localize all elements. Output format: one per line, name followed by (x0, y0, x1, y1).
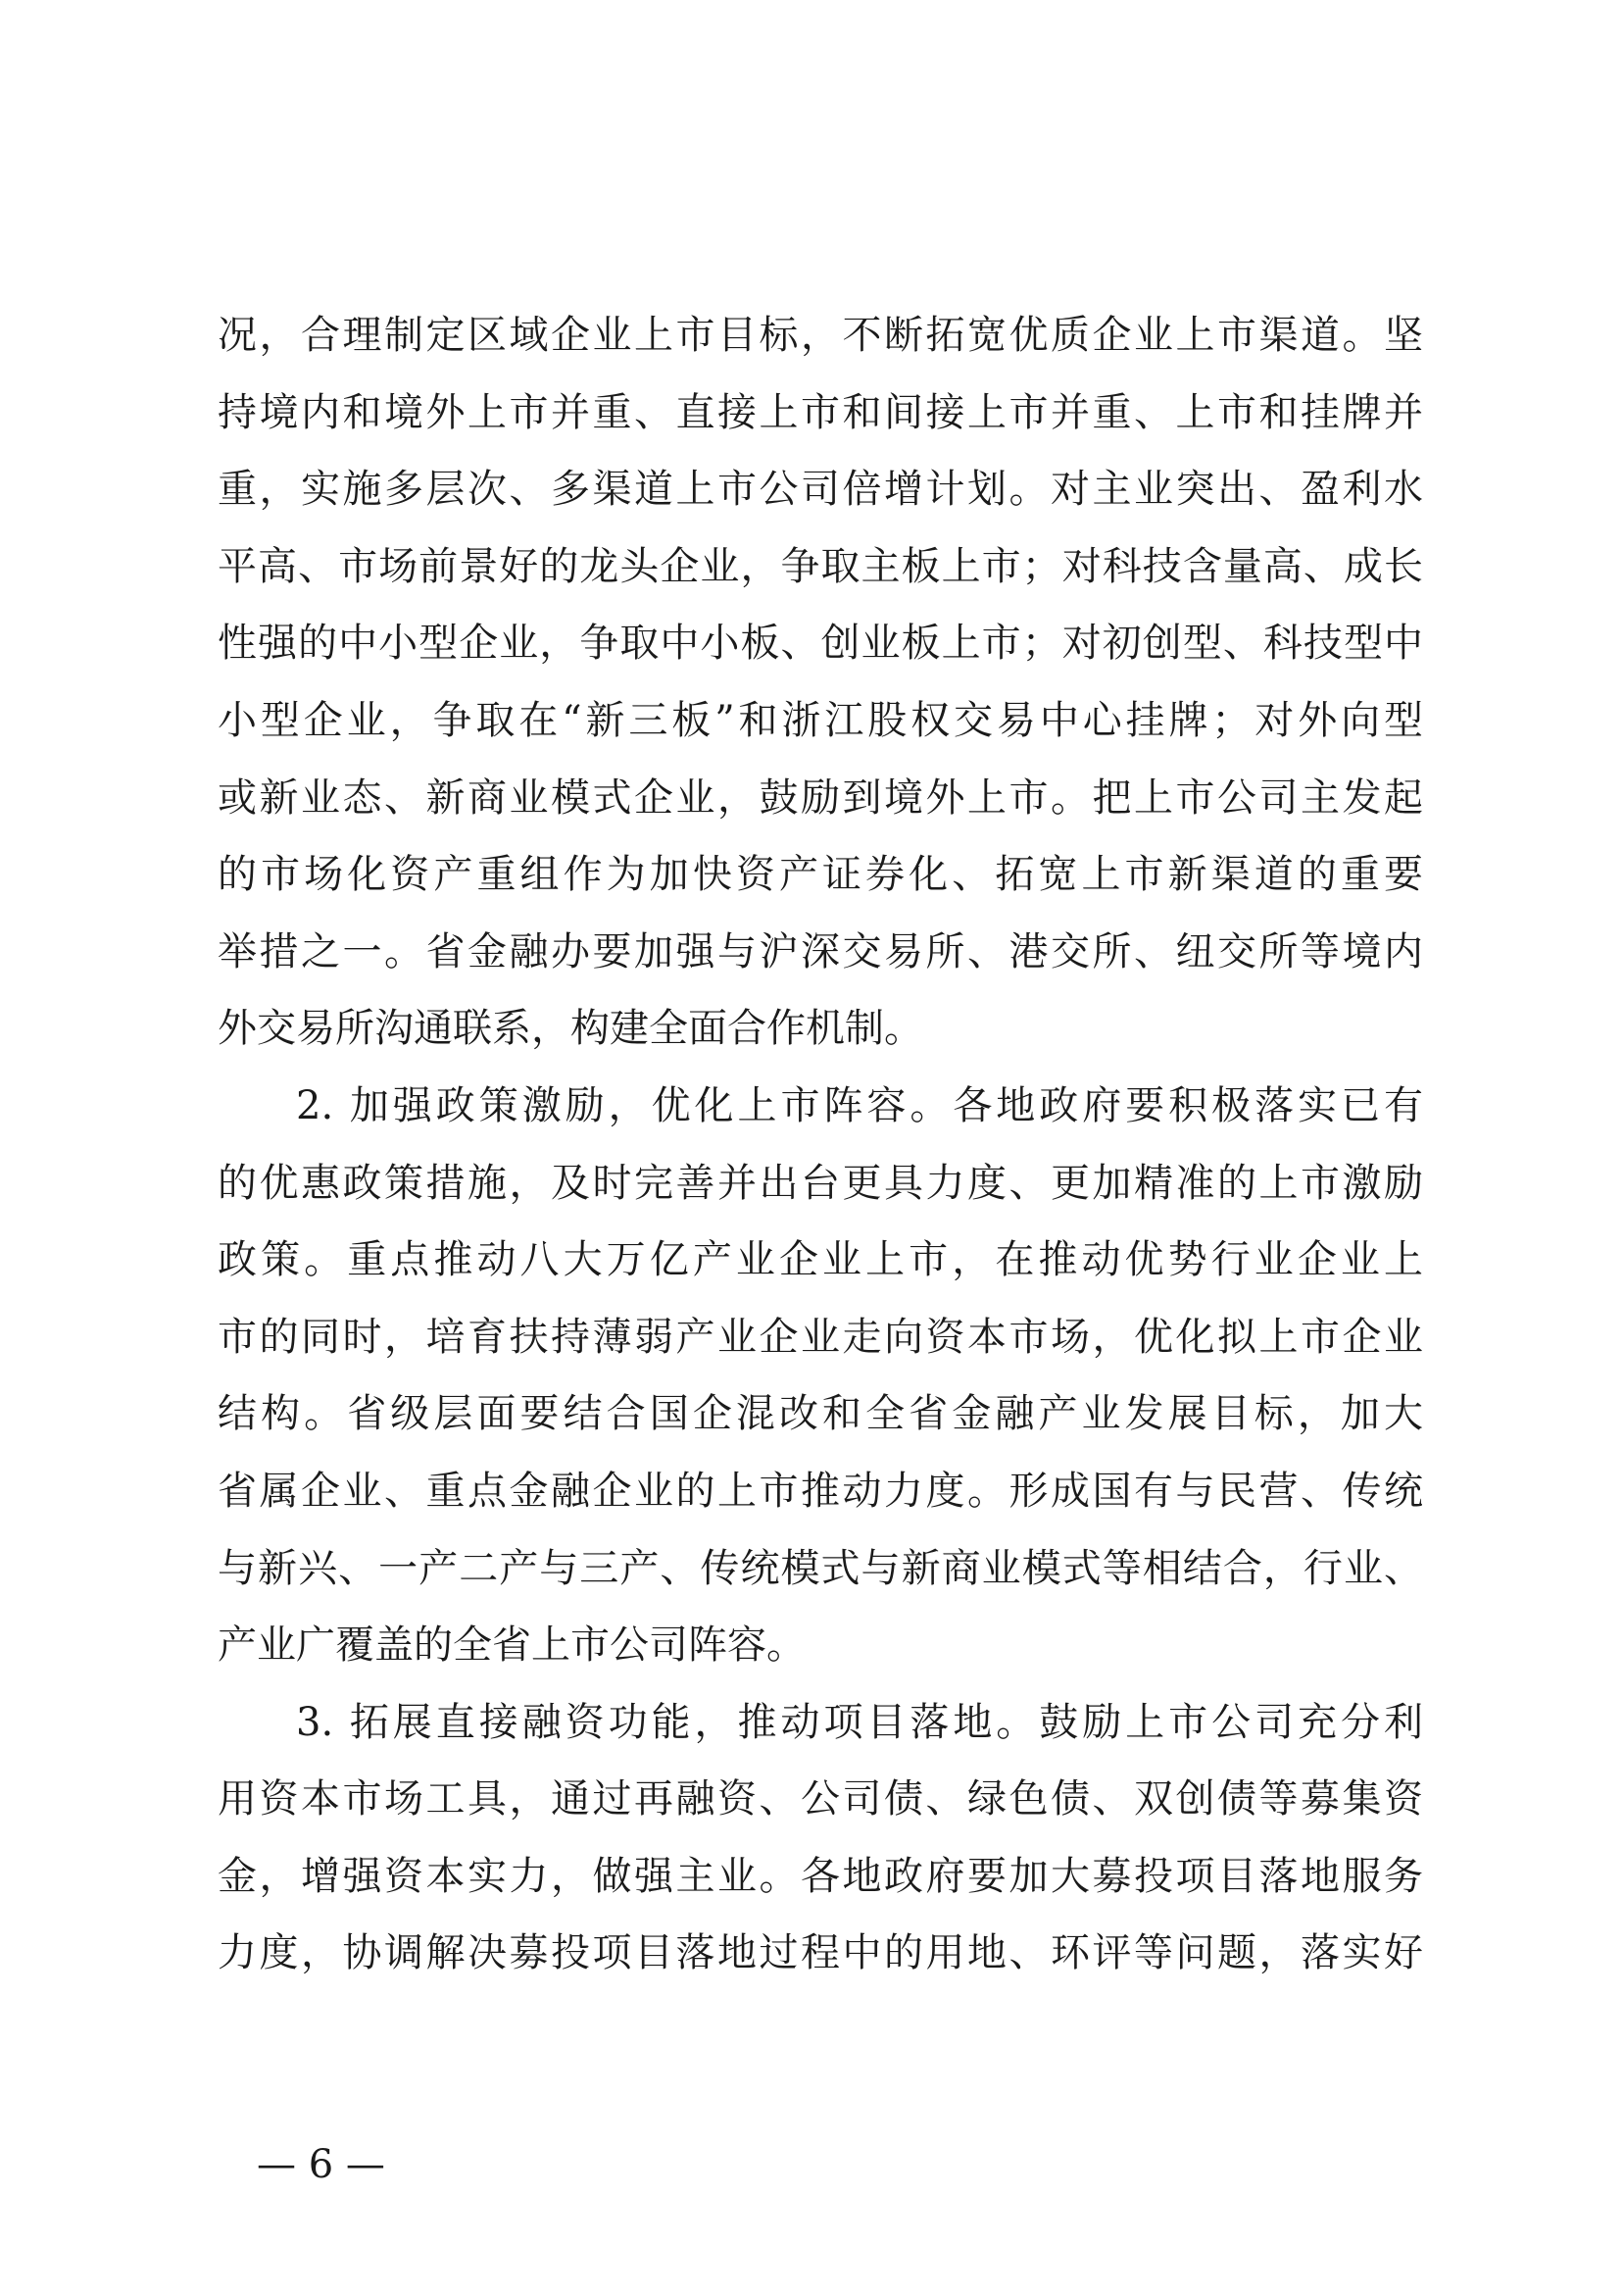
text-line: 用资本市场工具，通过再融资、公司债、绿色债、双创债等募集资 (218, 1776, 1423, 1822)
text-line: 市的同时，培育扶持薄弱产业企业走向资本市场，优化拟上市企业 (218, 1314, 1423, 1360)
text-line: 举措之一。省金融办要加强与沪深交易所、港交所、纽交所等境内 (218, 928, 1423, 974)
document-body (218, 297, 1423, 1992)
page-number: — 6 — (257, 2142, 385, 2187)
text-line: 重，实施多层次、多渠道上市公司倍增计划。对主业突出、盈利水 (218, 467, 1423, 513)
text-line: 性强的中小型企业，争取中小板、创业板上市；对初创型、科技型中 (218, 621, 1423, 667)
text-line: 的优惠政策措施，及时完善并出台更具力度、更加精准的上市激励 (218, 1160, 1423, 1206)
text-line: 政策。重点推动八大万亿产业企业上市，在推动优势行业企业上 (218, 1237, 1423, 1283)
text-line: 况，合理制定区域企业上市目标，不断拓宽优质企业上市渠道。坚 (218, 313, 1423, 358)
text-line: 外交易所沟通联系，构建全面合作机制。 (218, 1006, 923, 1052)
text-line: 持境内和境外上市并重、直接上市和间接上市并重、上市和挂牌并 (218, 389, 1423, 435)
text-line: 省属企业、重点金融企业的上市推动力度。形成国有与民营、传统 (218, 1468, 1423, 1514)
text-line: 小型企业，争取在“新三板”和浙江股权交易中心挂牌；对外向型 (218, 697, 1423, 743)
text-line: 或新业态、新商业模式企业，鼓励到境外上市。把上市公司主发起 (218, 774, 1423, 821)
text-line: 与新兴、一产二产与三产、传统模式与新商业模式等相结合，行业、 (218, 1545, 1423, 1591)
paragraph-first-line: 3. 拓展直接融资功能，推动项目落地。鼓励上市公司充分利 (296, 1699, 1423, 1745)
text-line: 金，增强资本实力，做强主业。各地政府要加大募投项目落地服务 (218, 1853, 1423, 1899)
text-line: 产业广覆盖的全省上市公司阵容。 (218, 1622, 806, 1669)
text-line: 的市场化资产重组作为加快资产证券化、拓宽上市新渠道的重要 (218, 852, 1423, 898)
text-line: 力度，协调解决募投项目落地过程中的用地、环评等问题，落实好 (218, 1930, 1423, 1976)
text-line: 平高、市场前景好的龙头企业，争取主板上市；对科技含量高、成长 (218, 543, 1423, 589)
paragraph-first-line: 2. 加强政策激励，优化上市阵容。各地政府要积极落实已有 (296, 1082, 1423, 1128)
text-line: 结构。省级层面要结合国企混改和全省金融产业发展目标，加大 (218, 1391, 1423, 1437)
